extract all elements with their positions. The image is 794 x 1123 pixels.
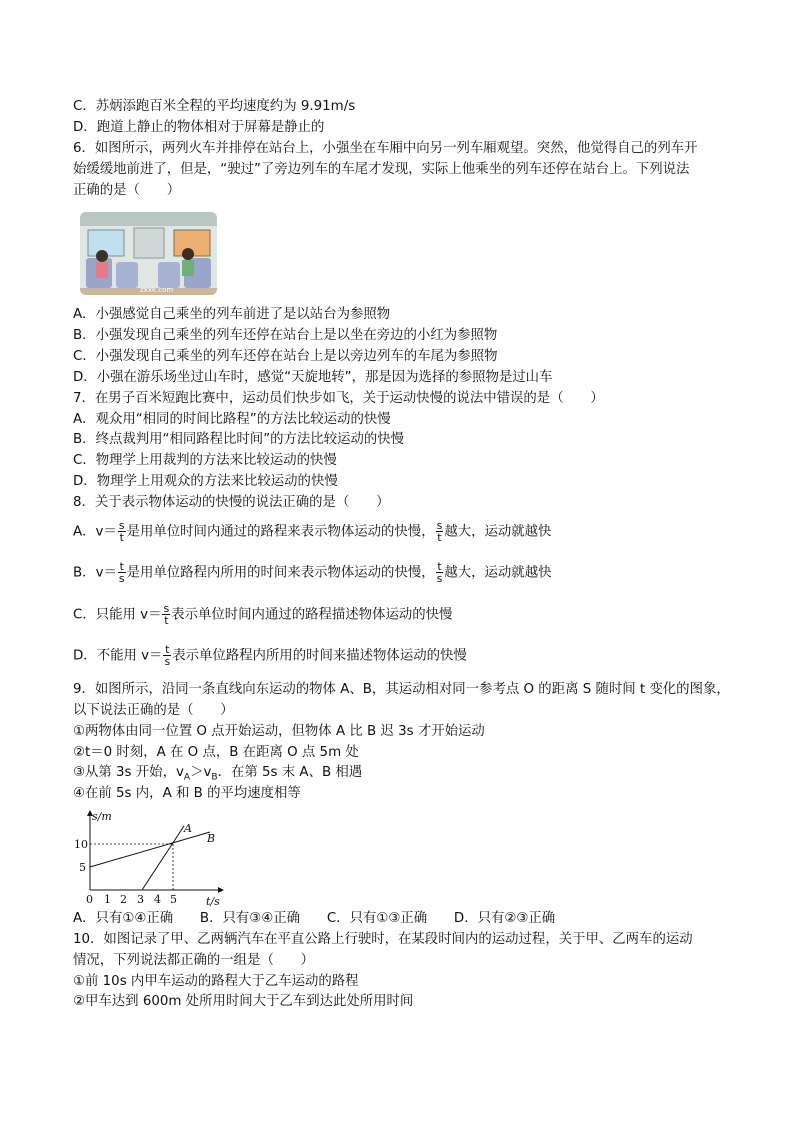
question-9-options: A．只有①④正确 B．只有③④正确 C．只有①③正确 D．只有②③正确: [73, 911, 556, 926]
option-8a-prefix: A．v＝: [73, 524, 117, 540]
question-6-stem-3: 正确的是（ ）: [73, 183, 181, 198]
x-tick-4: 4: [154, 893, 161, 906]
option-8b: [73, 561, 733, 584]
fraction-t-over-s-2: $\frac{t}{s}$: [436, 560, 443, 585]
option-6a: A．小强感觉自己乘坐的列车前进了是以站台为参照物: [73, 307, 391, 322]
statement-10-2: ②甲车达到 600m 处所用时间大于乙车到达此处所用时间: [73, 994, 414, 1009]
x-tick-2: 2: [120, 893, 127, 906]
series-label-a: A: [184, 822, 192, 835]
series-label-b: B: [207, 832, 216, 845]
statement-9-4: ④在前 5s 内，A 和 B 的平均速度相等: [73, 786, 301, 801]
option-8c-suffix: 表示单位时间内通过的路程描述物体运动的快慢: [171, 607, 453, 623]
statement-10-1: ①前 10s 内甲车运动的路程大于乙车运动的路程: [73, 974, 359, 989]
y-axis-label: s/m: [92, 810, 112, 823]
option-8b-middle: 是用单位路程内所用的时间来表示物体运动的快慢，: [126, 565, 435, 581]
y-tick-10: 10: [74, 838, 88, 851]
option-8c: [73, 603, 733, 626]
option-6c: C．小强发现自己乘坐的列车还停在站台上是以旁边列车的车尾为参照物: [73, 349, 498, 364]
fraction-t-over-s: $\frac{t}{s}$: [118, 560, 125, 585]
option-8a-middle: 是用单位时间内通过的路程来表示物体运动的快慢，: [126, 524, 435, 540]
x-tick-1: 1: [104, 893, 111, 906]
statement-9-2: ②t＝0 时刻，A 在 O 点，B 在距离 O 点 5m 处: [73, 745, 359, 760]
option-8b-suffix: 越大，运动就越快: [444, 565, 552, 581]
train-carriage-illustration: [80, 212, 217, 295]
question-10-stem-2: 情况，下列说法都正确的一组是（ ）: [73, 953, 315, 968]
option-8d-prefix: D．不能用 v＝: [73, 648, 163, 664]
option-6b: B．小强发现自己乘坐的列车还停在站台上是以坐在旁边的小红为参照物: [73, 328, 498, 343]
option-5c: C．苏炳添跑百米全程的平均速度约为 9.91m/s: [73, 99, 356, 114]
question-10-stem-1: 10．如图记录了甲、乙两辆汽车在平直公路上行驶时，在某段时间内的运动过程，关于甲、乙两车的运动: [73, 932, 693, 947]
option-8c-prefix: C．只能用 v＝: [73, 607, 162, 623]
option-7b: B．终点裁判用“相同路程比时间”的方法比较运动的快慢: [73, 432, 405, 447]
image-watermark: zxxk.com: [140, 286, 174, 294]
x-axis-arrow-icon: [218, 887, 224, 893]
s-t-graph: [70, 808, 230, 908]
option-6d: D．小强在游乐场坐过山车时，感觉“天旋地转”，那是因为选择的参照物是过山车: [73, 370, 553, 385]
x-tick-3: 3: [137, 893, 144, 906]
option-7c: C．物理学上用裁判的方法来比较运动的快慢: [73, 453, 337, 468]
line-a: [142, 826, 184, 890]
fraction-s-over-t-3: $\frac{s}{t}$: [163, 602, 170, 627]
option-5d: D．跑道上静止的物体相对于屏幕是静止的: [73, 120, 325, 135]
fraction-s-over-t-2: $\frac{s}{t}$: [436, 519, 443, 544]
question-9-stem-1: 9．如图所示，沿同一条直线向东运动的物体 A、B，其运动相对同一参考点 O 的距离 S 随时间 t 变化的图象，: [73, 682, 730, 697]
option-7a: A．观众用“相同的时间比路程”的方法比较运动的快慢: [73, 412, 391, 427]
x-axis-label: t/s: [206, 895, 220, 908]
fraction-t-over-s-3: $\frac{t}{s}$: [164, 643, 171, 668]
option-8b-prefix: B．v＝: [73, 565, 117, 581]
y-tick-5: 5: [79, 861, 86, 874]
option-8d-suffix: 表示单位路程内所用的时间来描述物体运动的快慢: [172, 648, 467, 664]
question-9-stem-2: 以下说法正确的是（ ）: [73, 703, 234, 718]
statement-9-3: ③从第 3s 开始，$v_A>v_B$．在第 5s 末 A、B 相遇: [73, 765, 363, 783]
option-8a-suffix: 越大，运动就越快: [444, 524, 552, 540]
x-tick-5: 5: [170, 893, 177, 906]
option-8d: [73, 644, 733, 667]
question-8-stem: 8．关于表示物体运动的快慢的说法正确的是（ ）: [73, 495, 390, 510]
statement-9-1: ①两物体由同一位置 O 点开始运动，但物体 A 比 B 迟 3s 才开始运动: [73, 724, 485, 739]
fraction-s-over-t: $\frac{s}{t}$: [118, 519, 125, 544]
option-8a: [73, 520, 733, 543]
question-6-stem-1: 6．如图所示，两列火车并排停在站台上，小强坐在车厢中向另一列车厢观望。突然，他觉得自己的列车开: [73, 141, 698, 156]
question-7-stem: 7．在男子百米短跑比赛中，运动员们快步如飞，关于运动快慢的说法中错误的是（ ）: [73, 391, 604, 406]
line-b: [90, 832, 210, 867]
question-6-stem-2: 始缓缓地前进了，但是，“驶过”了旁边列车的车尾才发现，实际上他乘坐的列车还停在站台上。下列说法: [73, 162, 690, 177]
option-7d: D．物理学上用观众的方法来比较运动的快慢: [73, 474, 338, 489]
x-tick-0: 0: [86, 893, 93, 906]
